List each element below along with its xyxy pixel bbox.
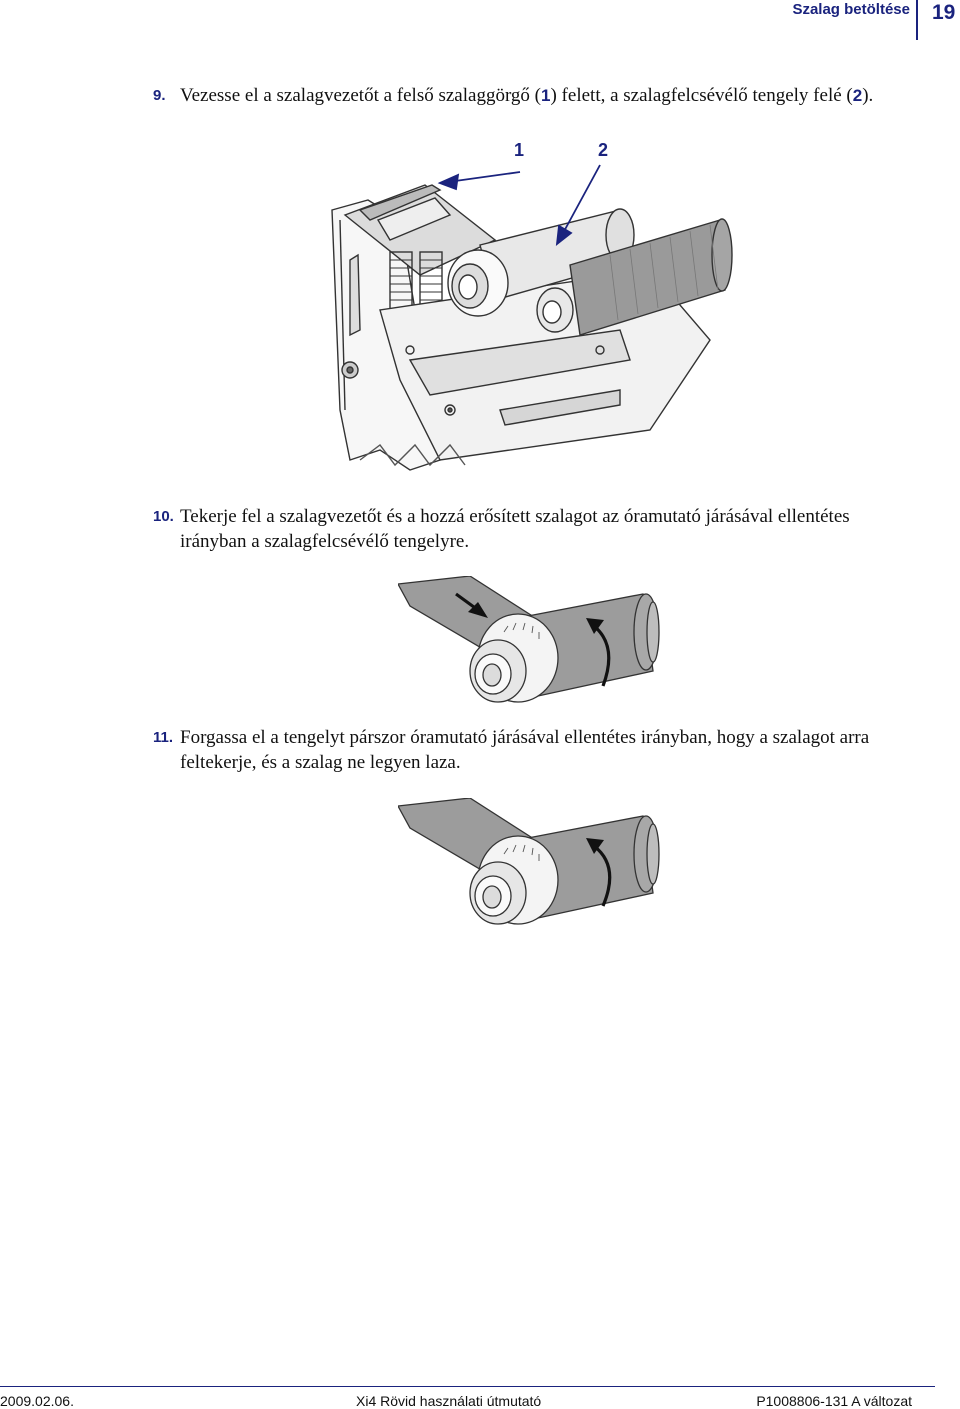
footer-date: 2009.02.06.	[0, 1393, 74, 1409]
step-number: 9.	[153, 87, 166, 104]
step-number: 10.	[153, 508, 174, 525]
step-10	[153, 504, 913, 554]
footer-doc-id: P1008806-131 A változat	[756, 1393, 912, 1409]
step-text: Vezesse el a szalagvezetőt a felső szalaggörgő (1) felett, a szalagfelcsévélő tengely felé (2).	[180, 85, 874, 106]
figure-callout-1: 1	[514, 140, 525, 160]
footer-divider	[0, 1386, 935, 1387]
footer-guide-title: Xi4 Rövid használati útmutató	[356, 1393, 542, 1409]
header-divider	[916, 0, 918, 40]
figure-callout-2: 2	[598, 140, 609, 160]
step-11	[153, 725, 913, 775]
step-number: 11.	[153, 729, 174, 746]
step-text: Tekerje fel a szalagvezetőt és a hozzá erősített szalagot az óramutató járásával ellentétes irányban a szalagfelcsévélő tengelyre.	[180, 506, 850, 552]
ribbon-mechanism-figure	[320, 160, 740, 490]
callout-ref-1: 1	[541, 86, 551, 105]
ribbon-wrap-figure	[398, 576, 666, 716]
spindle-rotate-figure	[398, 798, 666, 938]
step-9	[153, 83, 913, 108]
step-text: Forgassa el a tengelyt párszor óramutató járásával ellentétes irányban, hogy a szalagot arra feltekerje, és a szalag ne legyen laza.	[180, 727, 870, 773]
callout-ref-2: 2	[852, 86, 863, 105]
page-number: 19	[932, 1, 956, 24]
section-title: Szalag betöltése	[792, 1, 910, 18]
